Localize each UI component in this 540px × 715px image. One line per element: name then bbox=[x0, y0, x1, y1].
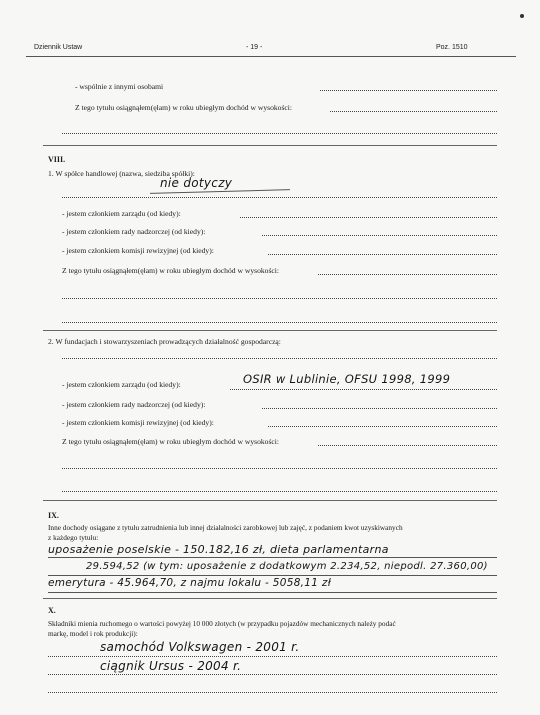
page-number: - 19 - bbox=[246, 44, 263, 51]
top-income-label: Z tego tytułu osiągnąłem(ęłam) w roku ubiegłym dochód w wysokości: bbox=[75, 103, 293, 112]
section-divider-9 bbox=[43, 500, 497, 501]
board-field[interactable] bbox=[240, 217, 497, 218]
jointly-label: - wspólnie z innymi osobami bbox=[75, 82, 164, 91]
movable-property-line-2: ciągnik Ursus - 2004 r. bbox=[100, 659, 242, 673]
section-10-desc-2: markę, model i rok produkcji): bbox=[48, 629, 138, 638]
other-income-line-1: uposażenie poselskie - 150.182,16 zł, dieta parlamentarna bbox=[48, 543, 389, 556]
income-label-1: Z tego tytułu osiągnąłem(ęłam) w roku ubiegłym dochód w wysokości: bbox=[62, 266, 280, 275]
movable-property-field-1[interactable] bbox=[48, 656, 497, 657]
supervisory-label-2: - jestem członkiem rady nadzorczej (od kiedy): bbox=[62, 400, 206, 409]
other-income-underline-3 bbox=[48, 592, 497, 593]
top-income-field[interactable] bbox=[330, 111, 497, 112]
income-extra-field-2b[interactable] bbox=[62, 491, 497, 492]
movable-property-field-3[interactable] bbox=[48, 692, 497, 693]
company-label: 1. W spółce handlowej (nazwa, siedziba spółki): bbox=[48, 169, 195, 178]
other-income-underline-1 bbox=[48, 557, 497, 558]
board-answer-2: OSIR w Lublinie, OFSU 1998, 1999 bbox=[243, 372, 451, 386]
foundations-label: 2. W fundacjach i stowarzyszeniach prowadzących działalność gospodarczą: bbox=[48, 337, 281, 346]
position-number: Poz. 1510 bbox=[436, 44, 468, 51]
foundations-field[interactable] bbox=[62, 358, 497, 359]
section-divider bbox=[43, 145, 497, 146]
item-divider bbox=[43, 330, 497, 331]
movable-property-field-2[interactable] bbox=[48, 674, 497, 675]
punch-mark bbox=[520, 14, 524, 18]
audit-field-2[interactable] bbox=[268, 426, 497, 427]
supervisory-field[interactable] bbox=[262, 235, 497, 236]
audit-label-2: - jestem członkiem komisji rewizyjnej (od kiedy): bbox=[62, 418, 214, 427]
board-label: - jestem członkiem zarządu (od kiedy): bbox=[62, 209, 181, 218]
header-rule bbox=[26, 56, 516, 57]
audit-field[interactable] bbox=[268, 254, 497, 255]
board-field-2[interactable] bbox=[230, 389, 497, 390]
section-10-title: X. bbox=[48, 606, 56, 615]
section-divider-10 bbox=[43, 598, 497, 599]
other-income-underline-2 bbox=[48, 575, 497, 576]
section-9-title: IX. bbox=[48, 511, 59, 520]
company-answer: nie dotyczy bbox=[160, 176, 233, 190]
section-10-desc-1: Składniki mienia ruchomego o wartości powyżej 10 000 złotych (w przypadku pojazdów mechanicznych należy podać bbox=[48, 619, 396, 628]
other-income-line-2: 29.594,52 (w tym: uposażenie z dodatkowym 2.234,52, niepodl. 27.360,00) bbox=[86, 561, 488, 572]
audit-label: - jestem członkiem komisji rewizyjnej (od kiedy): bbox=[62, 246, 214, 255]
jointly-field[interactable] bbox=[320, 90, 497, 91]
supervisory-field-2[interactable] bbox=[262, 408, 497, 409]
income-extra-field-1a[interactable] bbox=[62, 298, 497, 299]
section-9-desc-2: z każdego tytułu: bbox=[48, 533, 99, 542]
supervisory-label: - jestem członkiem rady nadzorczej (od kiedy): bbox=[62, 227, 206, 236]
board-label-2: - jestem członkiem zarządu (od kiedy): bbox=[62, 380, 181, 389]
income-field-2[interactable] bbox=[318, 445, 497, 446]
journal-name: Dziennik Ustaw bbox=[34, 44, 83, 51]
company-field[interactable] bbox=[62, 197, 497, 198]
other-income-line-3: emerytura - 45.964,70, z najmu lokalu - 5058,11 zł bbox=[48, 577, 332, 589]
section-9-desc-1: Inne dochody osiągane z tytułu zatrudnienia lub innej działalności zarobkowej lub zajęć, z podaniem kwot uzyskiwanych bbox=[48, 523, 403, 532]
income-extra-field-1b[interactable] bbox=[62, 322, 497, 323]
income-label-2: Z tego tytułu osiągnąłem(ęłam) w roku ubiegłym dochód w wysokości: bbox=[62, 437, 280, 446]
top-income-extra-field[interactable] bbox=[62, 133, 497, 134]
movable-property-line-1: samochód Volkswagen - 2001 r. bbox=[100, 640, 300, 654]
section-8-title: VIII. bbox=[48, 155, 66, 164]
income-field-1[interactable] bbox=[318, 274, 497, 275]
income-extra-field-2a[interactable] bbox=[62, 468, 497, 469]
